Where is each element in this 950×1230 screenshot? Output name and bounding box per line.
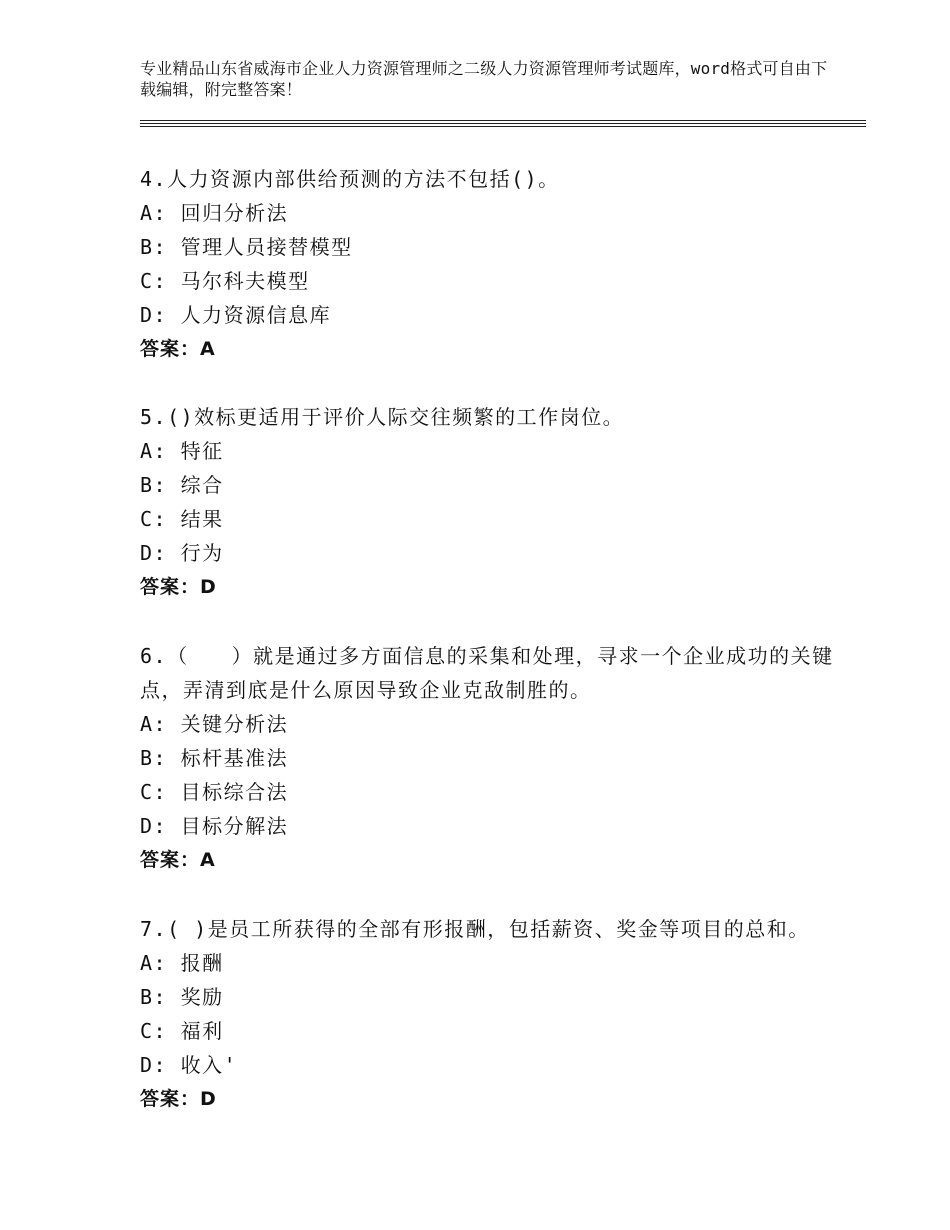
option-b: B: 标杆基准法 xyxy=(140,746,289,770)
option-a: A: 报酬 xyxy=(140,951,224,975)
header-divider-line xyxy=(140,126,866,127)
question-stem: 5.()效标更适用于评价人际交往频繁的工作岗位。 xyxy=(140,405,625,429)
option-c: C: 目标综合法 xyxy=(140,780,289,804)
answer-line: 答案：A xyxy=(140,849,216,871)
question-stem: 6.（ ）就是通过多方面信息的采集和处理，寻求一个企业成功的关键点，弄清到底是什么原因导致企业克敌制胜的。 xyxy=(140,644,834,702)
header-divider-line xyxy=(140,120,866,121)
option-d: D: 行为 xyxy=(140,541,224,565)
option-a: A: 关键分析法 xyxy=(140,712,289,736)
document-header: 专业精品山东省威海市企业人力资源管理师之二级人力资源管理师考试题库，word格式可自由下载编辑，附完整答案！ xyxy=(140,59,828,99)
option-a: A: 回归分析法 xyxy=(140,201,289,225)
option-b: B: 奖励 xyxy=(140,985,224,1009)
option-d: D: 人力资源信息库 xyxy=(140,303,332,327)
question-4 xyxy=(140,162,840,366)
option-c: C: 马尔科夫模型 xyxy=(140,269,310,293)
option-d: D: 收入' xyxy=(140,1053,238,1077)
option-c: C: 结果 xyxy=(140,507,224,531)
answer-line: 答案：D xyxy=(140,576,217,598)
option-a: A: 特征 xyxy=(140,439,224,463)
question-stem: 7.( )是员工所获得的全部有形报酬，包括薪资、奖金等项目的总和。 xyxy=(140,917,810,941)
question-6 xyxy=(140,639,840,877)
option-b: B: 综合 xyxy=(140,473,224,497)
question-stem: 4.人力资源内部供给预测的方法不包括()。 xyxy=(140,167,560,191)
question-5 xyxy=(140,400,840,604)
option-d: D: 目标分解法 xyxy=(140,814,289,838)
answer-line: 答案：A xyxy=(140,338,216,360)
option-b: B: 管理人员接替模型 xyxy=(140,235,353,259)
answer-line: 答案：D xyxy=(140,1088,217,1110)
header-divider-line xyxy=(140,123,866,124)
option-c: C: 福利 xyxy=(140,1019,224,1043)
question-7 xyxy=(140,912,840,1116)
